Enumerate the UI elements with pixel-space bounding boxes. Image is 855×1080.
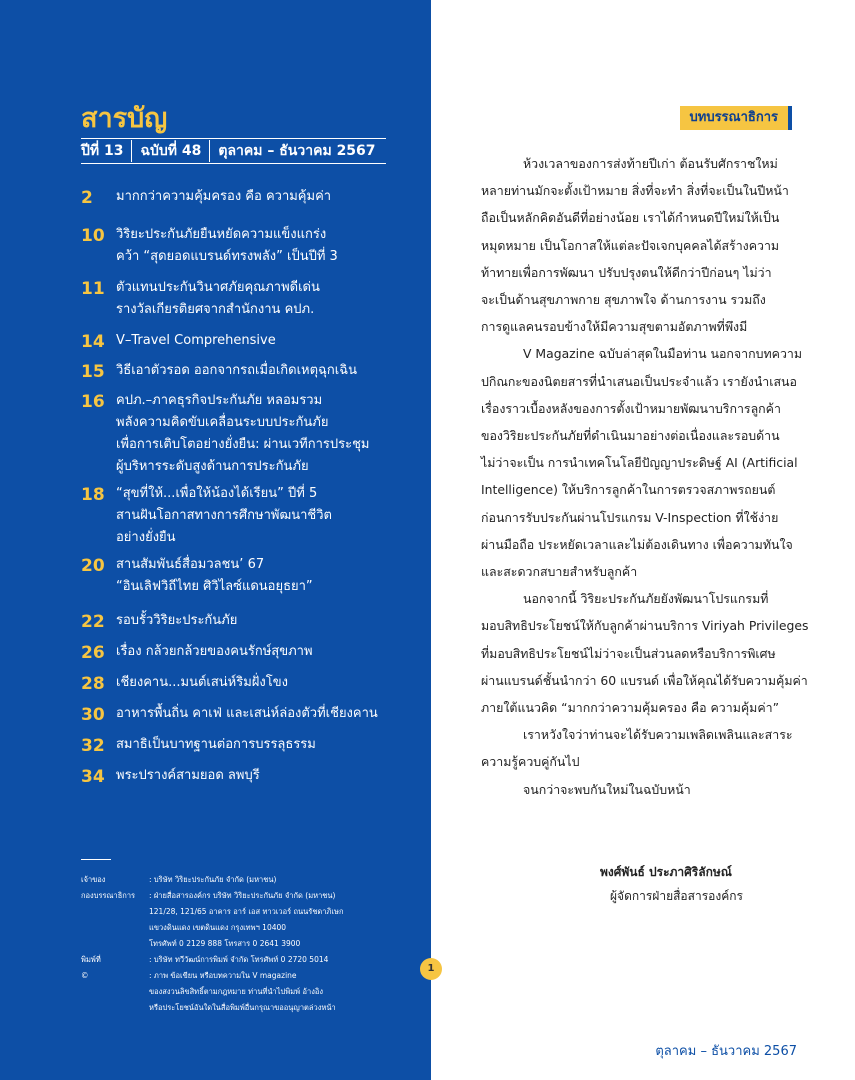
colophon-line: 121/28, 121/65 อาคาร อาร์ เอส ทาวเวอร์ ถนนรัชดาภิเษก xyxy=(149,907,344,916)
editorial-line: จนกว่าจะพบกันใหม่ในฉบับหน้า xyxy=(523,781,691,797)
editorial-line: ที่มอบสิทธิประโยชน์ไม่ว่าจะเป็นส่วนลดหรือบริการพิเศษ xyxy=(481,645,776,661)
toc-item-line: รางวัลเกียรติยศจากสำนักงาน คปภ. xyxy=(116,302,315,317)
toc-item-line: คว้า “สุดยอดแบรนด์ทรงพลัง” เป็นปีที่ 3 xyxy=(116,249,338,264)
colophon-label: กองบรรณาธิการ xyxy=(81,891,136,900)
toc-item-line: ตัวแทนประกันวินาศภัยคุณภาพดีเด่น xyxy=(116,280,320,295)
toc-item-line: สมาธิเป็นบาทฐานต่อการบรรลุธรรม xyxy=(116,737,316,752)
toc-page-number: 14 xyxy=(81,332,105,352)
colophon-row xyxy=(81,888,411,952)
toc-item-title xyxy=(116,330,276,354)
colophon-row xyxy=(81,968,411,1016)
page-number: 1 xyxy=(420,958,442,980)
toc-item-line: อย่างยั่งยืน xyxy=(116,530,176,545)
toc-item-title xyxy=(116,765,260,789)
toc-item-line: V–Travel Comprehensive xyxy=(116,333,276,348)
issue-period: ตุลาคม – ธันวาคม 2567 xyxy=(218,143,376,159)
toc-page-number: 18 xyxy=(81,485,105,505)
toc-item-title xyxy=(116,672,288,696)
toc-item-line: ผู้บริหารระดับสูงด้านการประกันภัย xyxy=(116,459,309,474)
toc-item-title xyxy=(116,554,313,598)
editorial-line: เรื่องราวเบื้องหลังของการตั้งเป้าหมายพัฒนาบริการลูกค้า xyxy=(481,400,781,416)
editorial-body xyxy=(481,150,809,803)
colophon-row xyxy=(81,872,411,888)
toc-item[interactable] xyxy=(81,360,411,384)
toc-page-number: 20 xyxy=(81,556,105,576)
toc-title: สารบัญ xyxy=(81,103,168,134)
editorial-line: ปกิณกะของนิตยสารที่นำเสนอเป็นประจำแล้ว เรายังนำเสนอ xyxy=(481,373,797,389)
toc-item-line: “อินเลิฟวิถีไทย ศิวิไลซ์แดนอยุธยา” xyxy=(116,579,313,594)
colophon-value xyxy=(149,952,411,968)
toc-item-title xyxy=(116,186,331,210)
editorial-line: Intelligence) ให้บริการลูกค้าในการตรวจสภาพรถยนต์ xyxy=(481,482,776,498)
toc-item[interactable] xyxy=(81,186,411,210)
colophon-value xyxy=(149,888,411,952)
colophon-label: เจ้าของ xyxy=(81,875,106,884)
signature-role: ผู้จัดการฝ่ายสื่อสารองค์กร xyxy=(610,889,743,903)
colophon-label: © xyxy=(81,971,89,980)
toc-item-line: คปภ.–ภาคธุรกิจประกันภัย หลอมรวม xyxy=(116,393,323,408)
toc-page-number: 34 xyxy=(81,767,105,787)
toc-page-number: 26 xyxy=(81,643,105,663)
colophon-line: : บริษัท ทวีวัฒน์การพิมพ์ จำกัด โทรศัพท์ 0 2720 5014 xyxy=(149,955,329,964)
toc-page-number: 16 xyxy=(81,392,105,412)
toc-item[interactable] xyxy=(81,554,411,598)
editorial-paragraph xyxy=(481,585,809,721)
toc-item-title xyxy=(116,610,237,634)
toc-list xyxy=(81,186,411,789)
editorial-line: นอกจากนี้ วิริยะประกันภัยยังพัฒนาโปรแกรมที่ xyxy=(523,591,769,607)
colophon-line: : บริษัท วิริยะประกันภัย จำกัด (มหาชน) xyxy=(149,875,277,884)
editorial-line: จะเป็นด้านสุขภาพกาย สุขภาพใจ ด้านการงาน รวมถึง xyxy=(481,292,766,308)
colophon-row xyxy=(81,952,411,968)
toc-item-line: เพื่อการเติบโตอย่างยั่งยืน: ผ่านเวทีการประชุม xyxy=(116,437,370,452)
toc-page-number: 15 xyxy=(81,362,105,382)
toc-item-line: รอบรั้ววิริยะประกันภัย xyxy=(116,613,238,628)
toc-item-title xyxy=(116,641,313,665)
signature xyxy=(600,860,800,908)
colophon-line: แขวงดินแดง เขตดินแดง กรุงเทพฯ 10400 xyxy=(149,923,287,932)
editorial-line: ความรู้ควบคู่กันไป xyxy=(481,754,580,770)
toc-item-line: มากกว่าความคุ้มครอง คือ ความคุ้มค่า xyxy=(116,189,332,204)
toc-item-line: พระปรางค์สามยอด ลพบุรี xyxy=(116,768,260,783)
colophon-line: : ภาพ ข้อเขียน หรือบทความใน V magazine xyxy=(149,971,297,980)
editorial-line: ท้าทายเพื่อการพัฒนา ปรับปรุงตนให้ดีกว่าปีก่อนๆ ไม่ว่า xyxy=(481,264,772,280)
editorial-tag: บทบรรณาธิการ xyxy=(680,106,793,130)
toc-item-line: สานฝันโอกาสทางการศึกษาพัฒนาชีวิต xyxy=(116,508,332,523)
toc-item[interactable] xyxy=(81,277,411,321)
footer-date: ตุลาคม – ธันวาคม 2567 xyxy=(655,1044,797,1059)
toc-page-number: 28 xyxy=(81,674,105,694)
toc-item-line: วิธีเอาตัวรอด ออกจากรถเมื่อเกิดเหตุฉุกเฉิน xyxy=(116,363,357,378)
issue-number: ฉบับที่ 48 xyxy=(140,140,210,162)
toc-item-line: อาหารพื้นถิ่น คาเฟ่ และเสน่ห์ล่องตัวที่เชียงคาน xyxy=(116,706,378,721)
toc-item-title xyxy=(116,360,357,384)
toc-page-number: 2 xyxy=(81,188,93,208)
editorial-line: เราหวังใจว่าท่านจะได้รับความเพลิดเพลินและสาระ xyxy=(523,727,793,743)
toc-page-number: 22 xyxy=(81,612,105,632)
toc-item[interactable] xyxy=(81,641,411,665)
toc-item-line: สานสัมพันธ์สื่อมวลชน’ 67 xyxy=(116,557,265,572)
colophon-divider xyxy=(81,859,111,860)
colophon-line: : ฝ่ายสื่อสารองค์กร บริษัท วิริยะประกันภัย จำกัด (มหาชน) xyxy=(149,891,336,900)
colophon-label: พิมพ์ที่ xyxy=(81,955,101,964)
toc-item[interactable] xyxy=(81,224,411,268)
toc-item-line: เชียงคาน...มนต์เสน่ห์ริมฝั่งโขง xyxy=(116,675,288,690)
toc-item[interactable] xyxy=(81,672,411,696)
editorial-line: ถือเป็นหลักคิดอันดีที่อย่างน้อย เราได้กำหนดปีใหม่ให้เป็น xyxy=(481,210,780,226)
toc-page-number: 11 xyxy=(81,279,105,299)
editorial-paragraph xyxy=(481,776,793,803)
editorial-line: ห้วงเวลาของการส่งท้ายปีเก่า ต้อนรับศักราชใหม่ xyxy=(523,156,778,171)
signature-name: พงศ์พันธ์ ประภาศิริลักษณ์ xyxy=(600,865,732,879)
editorial-line: มอบสิทธิประโยชน์ให้กับลูกค้าผ่านบริการ Viriyah Privileges xyxy=(481,618,809,634)
toc-page-number: 32 xyxy=(81,736,105,756)
colophon-line: ของสงวนลิขสิทธิ์ตามกฎหมาย ท่านที่นำไปพิมพ์ อ้างอิง xyxy=(149,987,324,996)
toc-item[interactable] xyxy=(81,765,411,789)
toc-item-line: เรื่อง กล้วยกล้วยของคนรักษ์สุขภาพ xyxy=(116,644,313,659)
colophon-line: หรือประโยชน์อันใดในสื่อพิมพ์อื่นกรุณาขออนุญาตล่วงหน้า xyxy=(149,1003,336,1012)
toc-item-title xyxy=(116,703,378,727)
toc-item[interactable] xyxy=(81,330,411,354)
toc-item-title xyxy=(116,483,332,549)
toc-item-title xyxy=(116,734,316,758)
toc-item-line: “สุขที่ให้...เพื่อให้น้องได้เรียน” ปีที่ 5 xyxy=(116,486,318,501)
toc-item-title xyxy=(116,390,369,478)
editorial-line: การดูแลคนรอบข้างให้มีความสุขตามอัตภาพที่พึงมี xyxy=(481,319,748,335)
toc-item-title xyxy=(116,224,338,268)
toc-page-number: 10 xyxy=(81,226,105,246)
editorial-line: ผ่านมือถือ ประหยัดเวลาและไม่ต้องเดินทาง เพื่อความทันใจ xyxy=(481,536,793,552)
toc-item-title xyxy=(116,277,320,321)
toc-item[interactable] xyxy=(81,734,411,758)
colophon-line: โทรศัพท์ 0 2129 888 โทรสาร 0 2641 3900 xyxy=(149,939,301,948)
editorial-line: ก่อนการรับประกันผ่านโปรแกรม V-Inspection ที่ใช้ง่าย xyxy=(481,509,779,525)
colophon-value xyxy=(149,968,411,1016)
editorial-line: หลายท่านมักจะตั้งเป้าหมาย สิ่งที่จะทำ สิ่งที่จะเป็นในปีหน้า xyxy=(481,183,789,199)
editorial-line: ของวิริยะประกันภัยที่ดำเนินมาอย่างต่อเนื่องและรอบด้าน xyxy=(481,428,780,444)
editorial-paragraph xyxy=(481,150,793,340)
colophon-value xyxy=(149,872,411,888)
editorial-line: ภายใต้แนวคิด “มากกว่าความคุ้มครอง คือ ความคุ้มค่า” xyxy=(481,700,779,716)
editorial-paragraph xyxy=(481,721,793,775)
toc-item-line: วิริยะประกันภัยยืนหยัดความแข็งแกร่ง xyxy=(116,227,327,242)
editorial-line: และสะดวกสบายสำหรับลูกค้า xyxy=(481,564,638,580)
toc-item[interactable] xyxy=(81,703,411,727)
editorial-line: หมุดหมาย เป็นโอกาสให้แต่ละปัจเจกบุคคลได้สร้างความ xyxy=(481,237,780,253)
editorial-line: ไม่ว่าจะเป็น การนำเทคโนโลยีปัญญาประดิษฐ์ AI (Artificial xyxy=(481,455,798,471)
toc-item[interactable] xyxy=(81,390,411,478)
toc-item[interactable] xyxy=(81,610,411,634)
editorial-paragraph xyxy=(481,340,803,585)
editorial-line: ผ่านแบรนด์ชั้นนำกว่า 60 แบรนด์ เพื่อให้คุณได้รับความคุ้มค่า xyxy=(481,672,808,688)
toc-page-number: 30 xyxy=(81,705,105,725)
issue-bar xyxy=(81,138,386,164)
editorial-line: V Magazine ฉบับล่าสุดในมือท่าน นอกจากบทความ xyxy=(523,346,803,362)
toc-item[interactable] xyxy=(81,483,411,549)
issue-year: ปีที่ 13 xyxy=(81,140,132,162)
toc-item-line: พลังความคิดขับเคลื่อนระบบประกันภัย xyxy=(116,415,329,430)
colophon xyxy=(81,872,411,1016)
